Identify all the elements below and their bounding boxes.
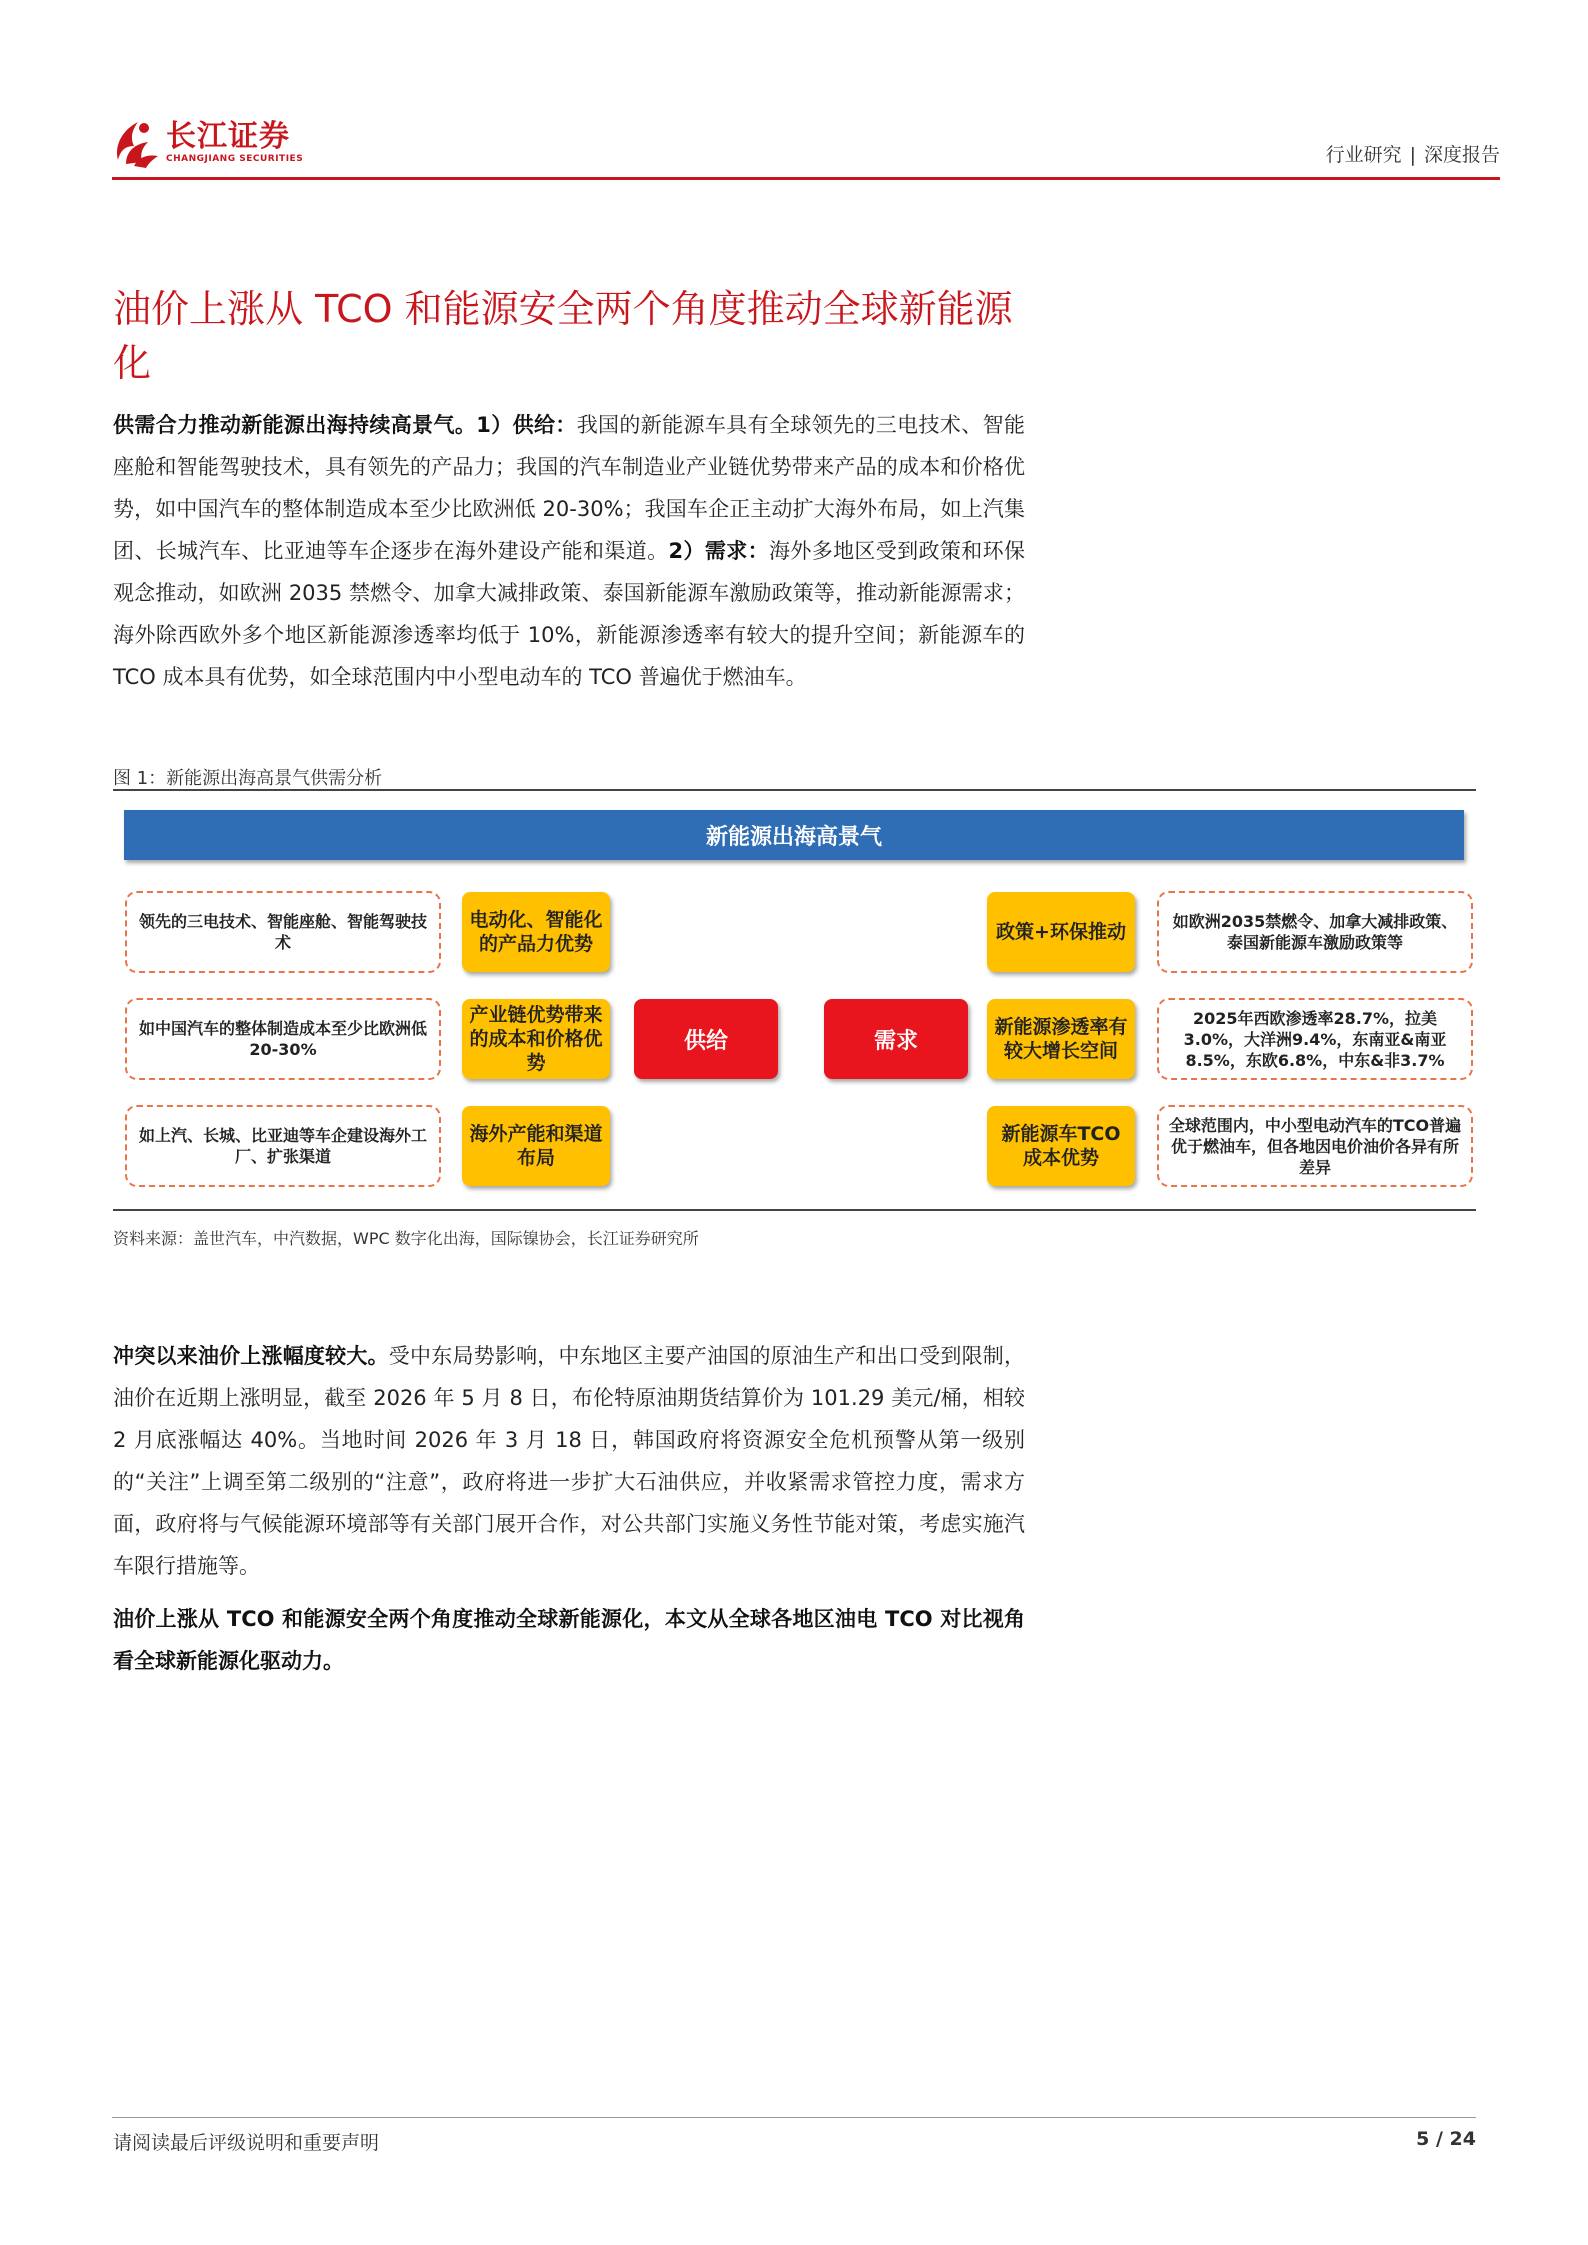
paragraph-conclusion: 油价上涨从 TCO 和能源安全两个角度推动全球新能源化，本文从全球各地区油电 TCO 对比视角看全球新能源化驱动力。 <box>113 1607 1025 1673</box>
supply-heading: 1）供给： <box>476 413 577 437</box>
demand-detail-box: 2025年西欧渗透率28.7%，拉美3.0%，大洋洲9.4%，东南亚&南亚8.5%，东欧6.8%，中东&非3.7% <box>1157 998 1473 1080</box>
footer-disclaimer-link[interactable]: 请阅读最后评级说明和重要声明 <box>113 2132 380 2154</box>
demand-detail-box: 如欧洲2035禁燃令、加拿大减排政策、泰国新能源车激励政策等 <box>1157 891 1473 973</box>
demand-text: 海外多地区受到政策和环保观念推动，如欧洲 2035 禁燃令、加拿大减排政策、泰国新能源车激励政策等，推动新能源需求；海外除西欧外多个地区新能源渗透率均低于 10%，新能源渗透率有较大的提升空间；新能源车的 TCO 成本具有优势，如全球范围内中小型电动车的 TCO 普遍优于燃油车。 <box>113 539 1025 689</box>
demand-heading: 2）需求： <box>668 539 769 563</box>
figure-bottom-rule <box>113 1209 1476 1211</box>
logo-text-cn: 长江证券 <box>166 119 290 154</box>
figure-banner: 新能源出海高景气 <box>124 810 1464 860</box>
paragraph-text: 受中东局势影响，中东地区主要产油国的原油生产和出口受到限制，油价在近期上涨明显，截至 2026 年 5 月 8 日，布伦特原油期货结算价为 101.29 美元/桶，相较 2 月底涨幅达 40%。当地时间 2026 年 3 月 18 日，韩国政府将资源安全危机预警从第一级别的“关注”上调至第二级别的“注意”，政府将进一步扩大石油供应，并收紧需求管控力度，需求方面，政府将与气候能源环境部等有关部门展开合作，对公共部门实施义务性节能对策，考虑实施汽车限行措施等。 <box>113 1344 1026 1578</box>
supply-factor-box: 产业链优势带来的成本和价格优势 <box>462 999 610 1079</box>
demand-factor-box: 新能源车TCO成本优势 <box>987 1106 1135 1186</box>
header-divider <box>112 177 1500 180</box>
supply-detail-box: 如中国汽车的整体制造成本至少比欧洲低20-30% <box>125 998 441 1080</box>
demand-factor-box: 新能源渗透率有较大增长空间 <box>987 999 1135 1079</box>
supply-detail-box: 如上汽、长城、比亚迪等车企建设海外工厂、扩张渠道 <box>125 1105 441 1187</box>
supply-factor-box: 电动化、智能化的产品力优势 <box>462 892 610 972</box>
figure-caption: 图 1：新能源出海高景气供需分析 <box>113 768 383 789</box>
changjiang-logo-icon <box>112 116 160 168</box>
supply-detail-box: 领先的三电技术、智能座舱、智能驾驶技术 <box>125 891 441 973</box>
supply-core-box: 供给 <box>634 999 778 1079</box>
report-category <box>1326 140 1500 167</box>
demand-core-box: 需求 <box>824 999 968 1079</box>
paragraph-lead: 供需合力推动新能源出海持续高景气。 <box>113 413 477 437</box>
section-title: 油价上涨从 TCO 和能源安全两个角度推动全球新能源化 <box>113 287 1013 385</box>
category-separator: | <box>1409 144 1416 166</box>
demand-detail-box: 全球范围内，中小型电动汽车的TCO普遍优于燃油车，但各地因电价油价各异有所差异 <box>1157 1105 1473 1187</box>
supply-factor-box: 海外产能和渠道布局 <box>462 1106 610 1186</box>
footer-divider <box>112 2117 1476 2118</box>
paragraph-supply-demand <box>113 404 1025 698</box>
paragraph-oil-price <box>113 1335 1025 1587</box>
category-label: 行业研究 <box>1325 144 1402 166</box>
supply-text: 我国的新能源车具有全球领先的三电技术、智能座舱和智能驾驶技术，具有领先的产品力；我国的汽车制造业产业链优势带来产品的成本和价格优势，如中国汽车的整体制造成本至少比欧洲低 20-30%；我国车企正主动扩大海外布局，如上汽集团、长城汽车、比亚迪等车企逐步在海外建设产能和渠道。 <box>113 413 1026 563</box>
company-logo <box>112 112 303 172</box>
demand-factor-box: 政策+环保推动 <box>987 892 1135 972</box>
figure-source: 资料来源：盖世汽车，中汽数据，WPC 数字化出海，国际镍协会，长江证券研究所 <box>113 1229 699 1248</box>
figure-top-rule <box>113 789 1476 791</box>
logo-text-en: CHANGJIANG SECURITIES <box>166 154 304 164</box>
paragraph-lead: 冲突以来油价上涨幅度较大。 <box>113 1344 389 1368</box>
report-type-label: 深度报告 <box>1423 144 1500 166</box>
page-number: 5 / 24 <box>1416 2128 1476 2150</box>
